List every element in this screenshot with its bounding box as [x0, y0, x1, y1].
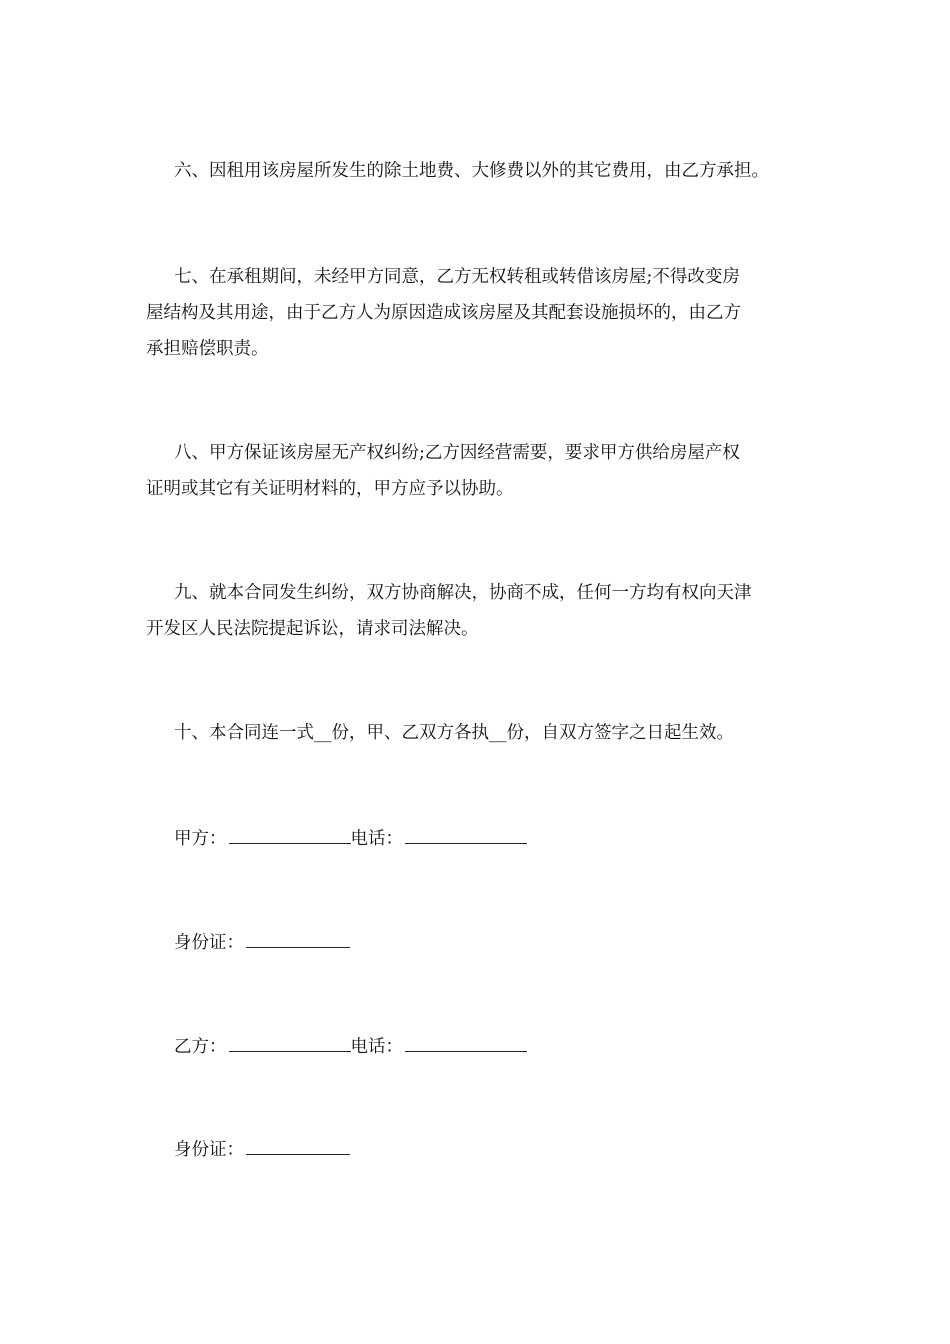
party-b-label: 乙方： — [174, 1037, 227, 1057]
party-b-id-row — [174, 1135, 350, 1165]
party-a-id-blank[interactable] — [246, 929, 350, 948]
clause-7-line-1: 七、在承租期间，未经甲方同意，乙方无权转租或转借该房屋;不得改变房 — [174, 267, 740, 287]
clause-9 — [146, 575, 806, 647]
party-a-id-row — [174, 928, 350, 958]
clause-8-line-1: 八、甲方保证该房屋无产权纠纷;乙方因经营需要，要求甲方供给房屋产权 — [174, 443, 740, 463]
party-a-phone-blank[interactable] — [405, 825, 527, 844]
clause-10-line-1: 十、本合同连一式__份，甲、乙双方各执__份，自双方签字之日起生效。 — [174, 723, 734, 743]
party-b-id-blank[interactable] — [246, 1136, 350, 1155]
clause-6 — [146, 153, 806, 189]
clause-8-line-2: 证明或其它有关证明材料的，甲方应予以协助。 — [146, 479, 514, 499]
clause-9-line-2: 开发区人民法院提起诉讼，请求司法解决。 — [146, 619, 479, 639]
clause-8 — [146, 435, 806, 507]
party-b-phone-label: 电话： — [350, 1037, 403, 1057]
clause-7 — [146, 259, 806, 367]
party-a-row — [174, 824, 527, 854]
party-b-phone-blank[interactable] — [405, 1033, 527, 1052]
party-b-row — [174, 1032, 527, 1062]
party-b-id-label: 身份证： — [174, 1140, 244, 1160]
party-b-name-blank[interactable] — [229, 1033, 351, 1052]
party-a-name-blank[interactable] — [229, 825, 351, 844]
party-a-id-label: 身份证： — [174, 933, 244, 953]
clause-7-line-3: 承担赔偿职责。 — [146, 339, 269, 359]
party-a-phone-label: 电话： — [350, 829, 403, 849]
clause-7-line-2: 屋结构及其用途，由于乙方人为原因造成该房屋及其配套设施损坏的，由乙方 — [146, 303, 741, 323]
party-a-label: 甲方： — [174, 829, 227, 849]
clause-10 — [146, 715, 806, 751]
clause-9-line-1: 九、就本合同发生纠纷，双方协商解决，协商不成，任何一方均有权向天津 — [174, 583, 752, 603]
clause-6-line-1: 六、因租用该房屋所发生的除土地费、大修费以外的其它费用，由乙方承担。 — [174, 161, 769, 181]
